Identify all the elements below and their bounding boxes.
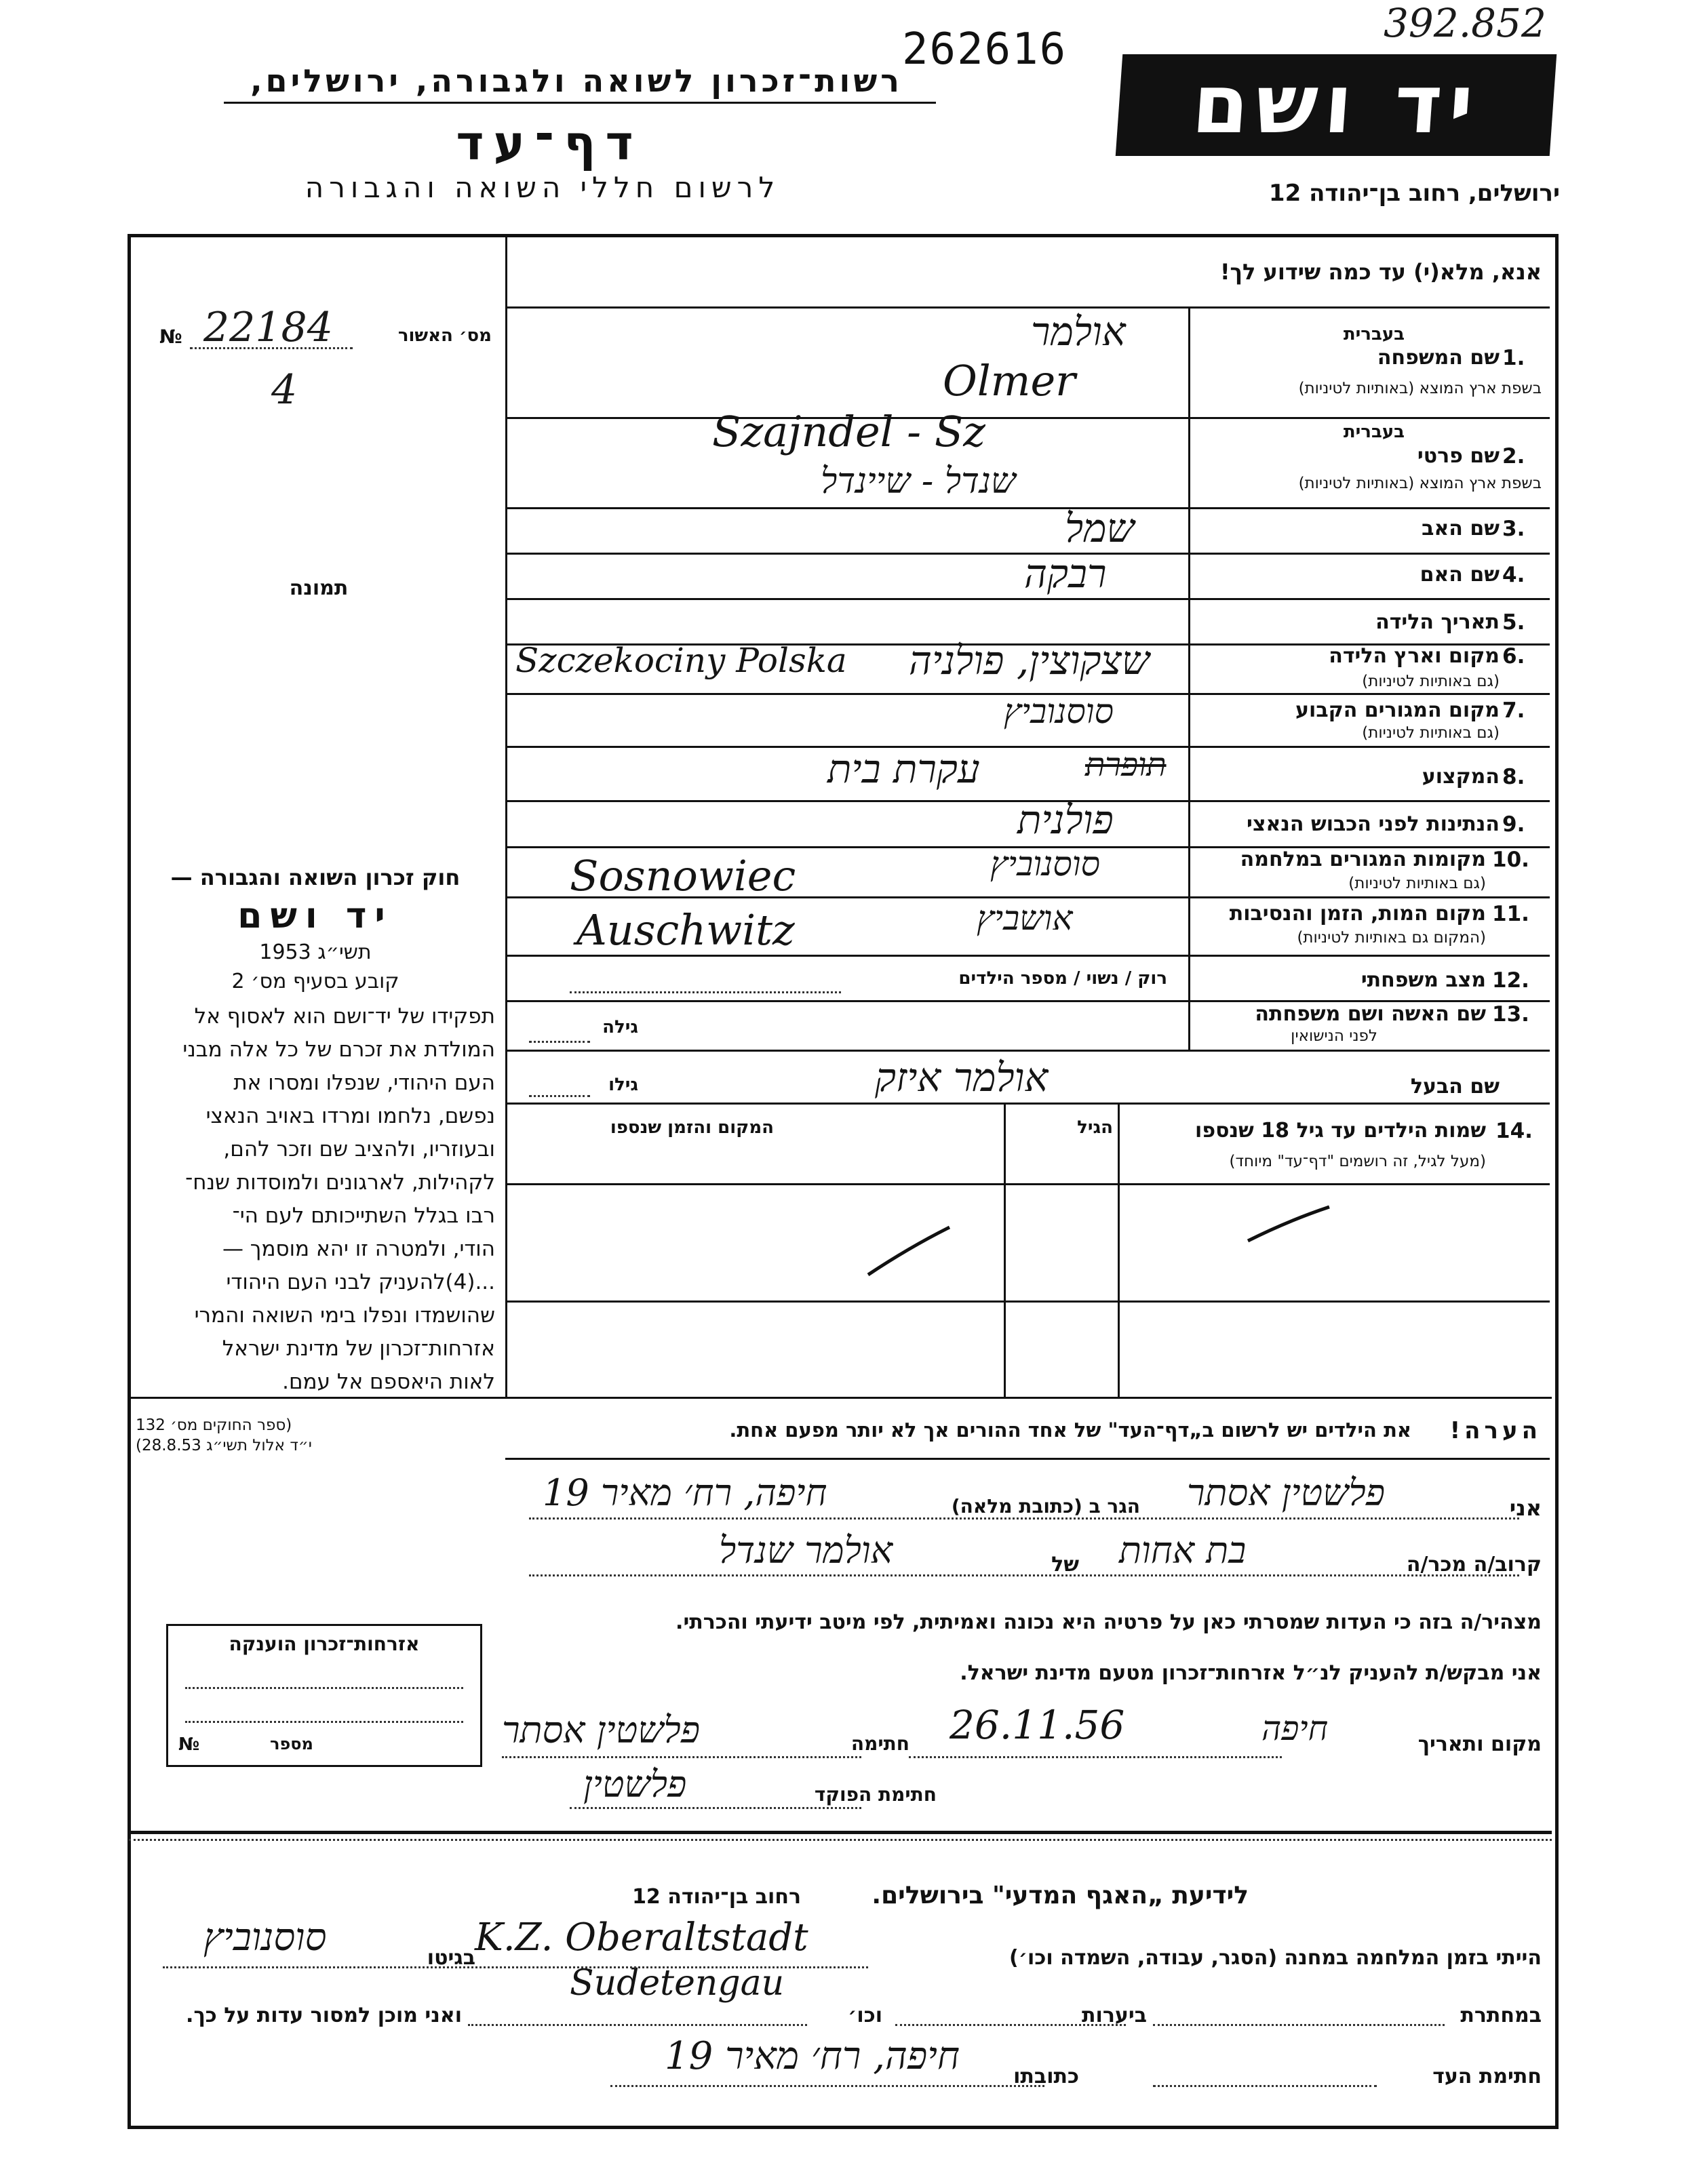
field-note: בשפת ארץ המוצא (באותיות לטיניות) xyxy=(1298,475,1542,492)
hand-footer-camp-2: Sudetengau xyxy=(570,1963,785,2004)
footer-witness-signature: חתימת העד xyxy=(1432,2065,1542,2088)
address: ירושלים, רחוב בן־יהודה 12 xyxy=(1268,180,1560,207)
decl-ani: אני xyxy=(1509,1495,1542,1521)
footer-forest: ביערות xyxy=(1082,2004,1147,2027)
law-box xyxy=(136,865,495,1454)
footer-address-label: כתובתו xyxy=(1013,2065,1079,2088)
footer-dotline xyxy=(610,2085,1044,2087)
note-bottom-rule xyxy=(505,1458,1550,1460)
hand-family-he: אולמר xyxy=(1031,309,1126,355)
footer-hiding: במחתרת xyxy=(1460,2004,1542,2027)
field-rule xyxy=(505,1103,1550,1105)
decl-dotline xyxy=(529,1517,1519,1520)
field-note: (גם באותיות לטיניות) xyxy=(1362,673,1500,690)
law-line: לקהילות, לארגונים ולמוסדות שנח־ xyxy=(185,1170,495,1195)
doc-title: דף־עד xyxy=(456,115,643,171)
hand-father: שמל xyxy=(1065,505,1135,551)
note-label: הערה! xyxy=(1449,1417,1542,1444)
field-number: 8. xyxy=(1502,765,1525,789)
field-number: 13. xyxy=(1492,1002,1529,1027)
hand-residence: סוסנוביץ xyxy=(1004,692,1114,731)
decl-signature-label: חתימה xyxy=(850,1732,909,1755)
law-line: רבו בגלל השתייכותם לעם הי־ xyxy=(232,1204,495,1228)
citizenship-number-label: מספר xyxy=(270,1734,313,1753)
marital-options: רוק / נשוי / מספר הילדים xyxy=(958,968,1167,989)
field-number: 5. xyxy=(1502,610,1525,635)
footer-rule-dotted xyxy=(129,1839,1552,1841)
field-note: (גם באותיות לטיניות) xyxy=(1362,724,1500,742)
field-label-father: שם האב xyxy=(1422,517,1500,540)
law-line: המולדת את זכרם של כל אלה מבני xyxy=(182,1037,495,1062)
field-number: 1. xyxy=(1502,346,1525,370)
intro-instruction: אנא, מלא(י) עד כמה שידוע לך! xyxy=(1219,259,1542,285)
field-number: 10. xyxy=(1492,848,1529,872)
field-label-mother: שם האם xyxy=(1420,563,1500,587)
field-rule xyxy=(505,417,1550,419)
hand-mother: רבקה xyxy=(1024,551,1107,597)
children-bottom-rule xyxy=(129,1397,1552,1399)
decl-place-date: מקום ותאריך xyxy=(1417,1732,1542,1756)
citizenship-dotline xyxy=(185,1687,463,1689)
footer-dotline xyxy=(468,2024,807,2026)
decl-resides: הגר ב (כתובת מלאה) xyxy=(951,1495,1140,1517)
photo-label: תמונה xyxy=(289,576,349,600)
decl-relative: קרוב/ה מכר/ה xyxy=(1406,1553,1542,1576)
sidebar-divider xyxy=(505,237,507,1398)
field-number: 6. xyxy=(1502,644,1525,669)
field-rule xyxy=(505,955,1550,957)
wife-age-dotline xyxy=(529,1041,590,1043)
footer-etc: וכו׳ xyxy=(848,2004,882,2027)
footer-dotline xyxy=(163,1966,868,1968)
hand-decl-of: אולמר שנדל xyxy=(719,1529,893,1572)
field-label-citizenship: הנתינות לפני הכבוש הנאצי xyxy=(1247,812,1500,836)
law-clause: קובע בסעיף מס׳ 2 xyxy=(231,970,399,993)
law-line: העם היהודי, שנפלו ומסרו את xyxy=(233,1071,495,1095)
approval-value-2: 4 xyxy=(271,366,298,414)
law-ref-2: י״ד אלול תשי״ג 28.8.53) xyxy=(136,1437,312,1454)
institution-name: רשות־זכרון לשואה ולגבורה, ירושלים, xyxy=(250,62,903,99)
institution-underline xyxy=(224,102,936,104)
doc-subtitle: לרשום חללי השואה והגבורה xyxy=(305,171,781,204)
field-rule xyxy=(505,507,1550,509)
hand-decl-date: 26.11.56 xyxy=(950,1702,1125,1748)
law-ref-1: (ספר החוקים מס׳ 132 xyxy=(136,1416,292,1434)
law-line: שהושמדו ונפלו בימי השואה והמרי xyxy=(194,1303,495,1328)
hand-footer-address: חיפה, רח׳ מאיר 19 xyxy=(665,2034,960,2078)
fields-label-divider xyxy=(1188,309,1190,1051)
decl-dotline xyxy=(502,1756,861,1758)
hand-official-signature: פלשטין xyxy=(583,1763,687,1806)
hand-first-lat: Szajndel - Sz xyxy=(712,407,985,456)
cancel-stroke xyxy=(1248,1207,1329,1241)
yad-vashem-logo xyxy=(1116,54,1557,156)
children-note: (מעל לגיל, זה רושמים "דף־עד" מיוחד) xyxy=(1229,1153,1486,1170)
decl-dotline xyxy=(570,1807,861,1809)
field-label-first: שם פרטי xyxy=(1417,444,1500,468)
hand-footer-camp: K.Z. Oberaltstadt xyxy=(475,1915,808,1960)
field-tag-hebrew: בעברית xyxy=(1343,324,1405,344)
children-cancel-strokes xyxy=(814,1200,1356,1282)
field-label-family: שם המשפחה xyxy=(1377,346,1500,370)
law-line: תפקידו של יד־ושם הוא לאסוף אל xyxy=(194,1004,495,1029)
hand-birthplace-lat: Szczekociny Polska xyxy=(515,641,847,680)
law-line: נפשם, נלחמו ומרדו באויב הנאצי xyxy=(205,1104,495,1128)
law-heading: חוק זכרון השואה והגבורה — xyxy=(170,865,461,890)
field-number: 7. xyxy=(1502,698,1525,723)
decl-statement: מצהיר/ה בזה כי העדות שמסרתי כאן על פרטיה היא נכונה ואמיתית, לפי מיטב ידיעתי והכרתי. xyxy=(676,1610,1542,1634)
field-rule xyxy=(505,598,1550,600)
law-year: תשי״ג 1953 xyxy=(259,940,372,964)
hand-family-lat: Olmer xyxy=(943,356,1076,405)
children-label: שמות הילדים עד גיל 18 שנספו xyxy=(1195,1119,1486,1143)
hand-profession-struck: תופרת xyxy=(1085,746,1167,784)
law-name: יד ושם xyxy=(237,896,393,936)
hand-wartime-he: סוסנוביץ xyxy=(990,844,1100,883)
hand-decl-place: חיפה xyxy=(1261,1709,1329,1748)
decl-dotline xyxy=(909,1756,1282,1758)
approval-no: № xyxy=(159,325,182,348)
footer-address: רחוב בן־יהודה 12 xyxy=(632,1885,801,1909)
field-label-profession: המקצוע xyxy=(1422,765,1500,789)
field-number: 2. xyxy=(1502,444,1525,469)
citizenship-title: אזרחות־זכרון הוענקה xyxy=(229,1633,420,1655)
intro-bottom-rule xyxy=(505,306,1550,309)
footer-dotline xyxy=(1153,2024,1445,2026)
cancel-stroke xyxy=(868,1227,950,1275)
footer-title: לידיעת „האגף המדעי" בירושלים. xyxy=(872,1882,1249,1909)
field-label-birthdate: תאריך הלידה xyxy=(1375,610,1500,634)
hand-death-he: אושביץ xyxy=(977,898,1073,938)
field-label-birthplace: מקום וארץ הלידה xyxy=(1329,644,1500,668)
field-number: 3. xyxy=(1502,517,1525,541)
field-note: (המקום גם באותיות לטיניות) xyxy=(1297,929,1486,947)
field-number: 14. xyxy=(1495,1119,1533,1143)
law-body xyxy=(136,1000,495,1399)
field-number: 11. xyxy=(1492,902,1529,926)
hand-birthplace-he: שצקוצין, פולניה xyxy=(909,637,1150,683)
husband-age-label: גילו xyxy=(608,1075,638,1095)
law-line: ובעוזריו, ולהציב שם וזכר להם, xyxy=(223,1137,495,1162)
hand-first-he: שנדל - שיינדל xyxy=(821,461,1016,502)
footer-ghetto: בגיטו xyxy=(427,1946,475,1970)
citizenship-box xyxy=(166,1624,482,1767)
law-line: הודי, ולמטרה זו יהא מוסמך — xyxy=(222,1237,495,1261)
hand-decl-address: חיפה, רח׳ מאיר 19 xyxy=(543,1471,827,1514)
field-label-wife: שם האשה ושם משפחתה xyxy=(1255,1002,1486,1026)
footer-rule-thick xyxy=(129,1831,1552,1834)
field-note: בשפת ארץ המוצא (באותיות לטיניות) xyxy=(1298,380,1542,397)
hand-footer-ghetto: סוסנוביץ xyxy=(203,1915,327,1960)
field-rule xyxy=(505,746,1550,748)
marital-dotline xyxy=(570,991,841,993)
decl-dotline xyxy=(529,1574,1519,1576)
logo-text: יד ושם xyxy=(1189,58,1483,152)
hand-decl-name: פלשטין אסתר xyxy=(1187,1471,1386,1514)
field-number: 9. xyxy=(1502,812,1525,837)
footer-dotline xyxy=(1153,2085,1377,2087)
field-label-husband: שם הבעל xyxy=(1410,1075,1500,1098)
archive-number: 262616 xyxy=(902,24,1068,75)
field-label-residence: מקום המגורים הקבוע xyxy=(1295,698,1500,722)
corner-reference: 392.852 xyxy=(1384,0,1546,46)
field-rule xyxy=(505,1050,1550,1052)
children-col-place: המקום והזמן שנספו xyxy=(610,1117,774,1138)
field-note: (גם באותיות לטיניות) xyxy=(1348,875,1486,892)
footer-dotline xyxy=(895,2024,1126,2026)
footer-ready: ואני מוכן למסור עדות על כך. xyxy=(186,2004,462,2027)
approval-dotline xyxy=(190,347,353,349)
citizenship-dotline xyxy=(185,1721,463,1723)
citizenship-no: № xyxy=(178,1734,200,1755)
approval-value: 22184 xyxy=(203,304,333,351)
decl-official-signature: חתימת הפוקד xyxy=(814,1783,937,1806)
decl-of: של xyxy=(1051,1553,1079,1576)
hand-profession: עקרת בית xyxy=(827,746,980,792)
footer-line-camp: הייתי בזמן המלחמה במחנה (הסגר, עבודה, השמדה וכו׳) xyxy=(1009,1946,1542,1970)
law-line: ...(4)להעניק לבני העם היהודי xyxy=(226,1270,495,1294)
field-label-marital: מצב משפחתי xyxy=(1361,968,1486,992)
hand-husband: אולמר איזק xyxy=(875,1054,1049,1100)
children-header-rule xyxy=(505,1183,1550,1185)
law-line: לאות היאספם אל עמם. xyxy=(282,1370,495,1394)
wife-age-label: גילה xyxy=(602,1017,638,1037)
field-number: 4. xyxy=(1502,563,1525,587)
hand-citizenship: פולנית xyxy=(1017,797,1114,843)
hand-decl-relation: בת אחות xyxy=(1119,1529,1247,1572)
hand-decl-signature: פלשטין אסתר xyxy=(502,1709,701,1751)
field-label-wartime-places: מקומות המגורים במלחמה xyxy=(1240,848,1486,871)
hand-wartime-lat: Sosnowiec xyxy=(570,851,796,900)
approval-label: מס׳ האשור xyxy=(397,325,492,346)
decl-request: אני מבקש/ת להעניק לנ״ל אזרחות־זכרון מטעם מדינת ישראל. xyxy=(960,1661,1542,1685)
law-line: אזרחות־זכרון של מדינת ישראל xyxy=(222,1336,495,1361)
husband-age-dotline xyxy=(529,1095,590,1097)
children-col-age: הגיל xyxy=(1077,1117,1113,1138)
hand-death-lat: Auschwitz xyxy=(576,905,795,955)
children-row-rule xyxy=(505,1301,1550,1303)
field-label-death: מקום המות, הזמן והנסיבות xyxy=(1229,902,1486,926)
field-tag-hebrew: בעברית xyxy=(1343,422,1405,442)
field-note: לפני הנישואין xyxy=(1291,1027,1377,1045)
note-text: את הילדים יש לרשום ב„דף־העד" של אחד ההורים אך לא יותר מפעם אחת. xyxy=(729,1418,1411,1442)
field-number: 12. xyxy=(1492,968,1529,993)
